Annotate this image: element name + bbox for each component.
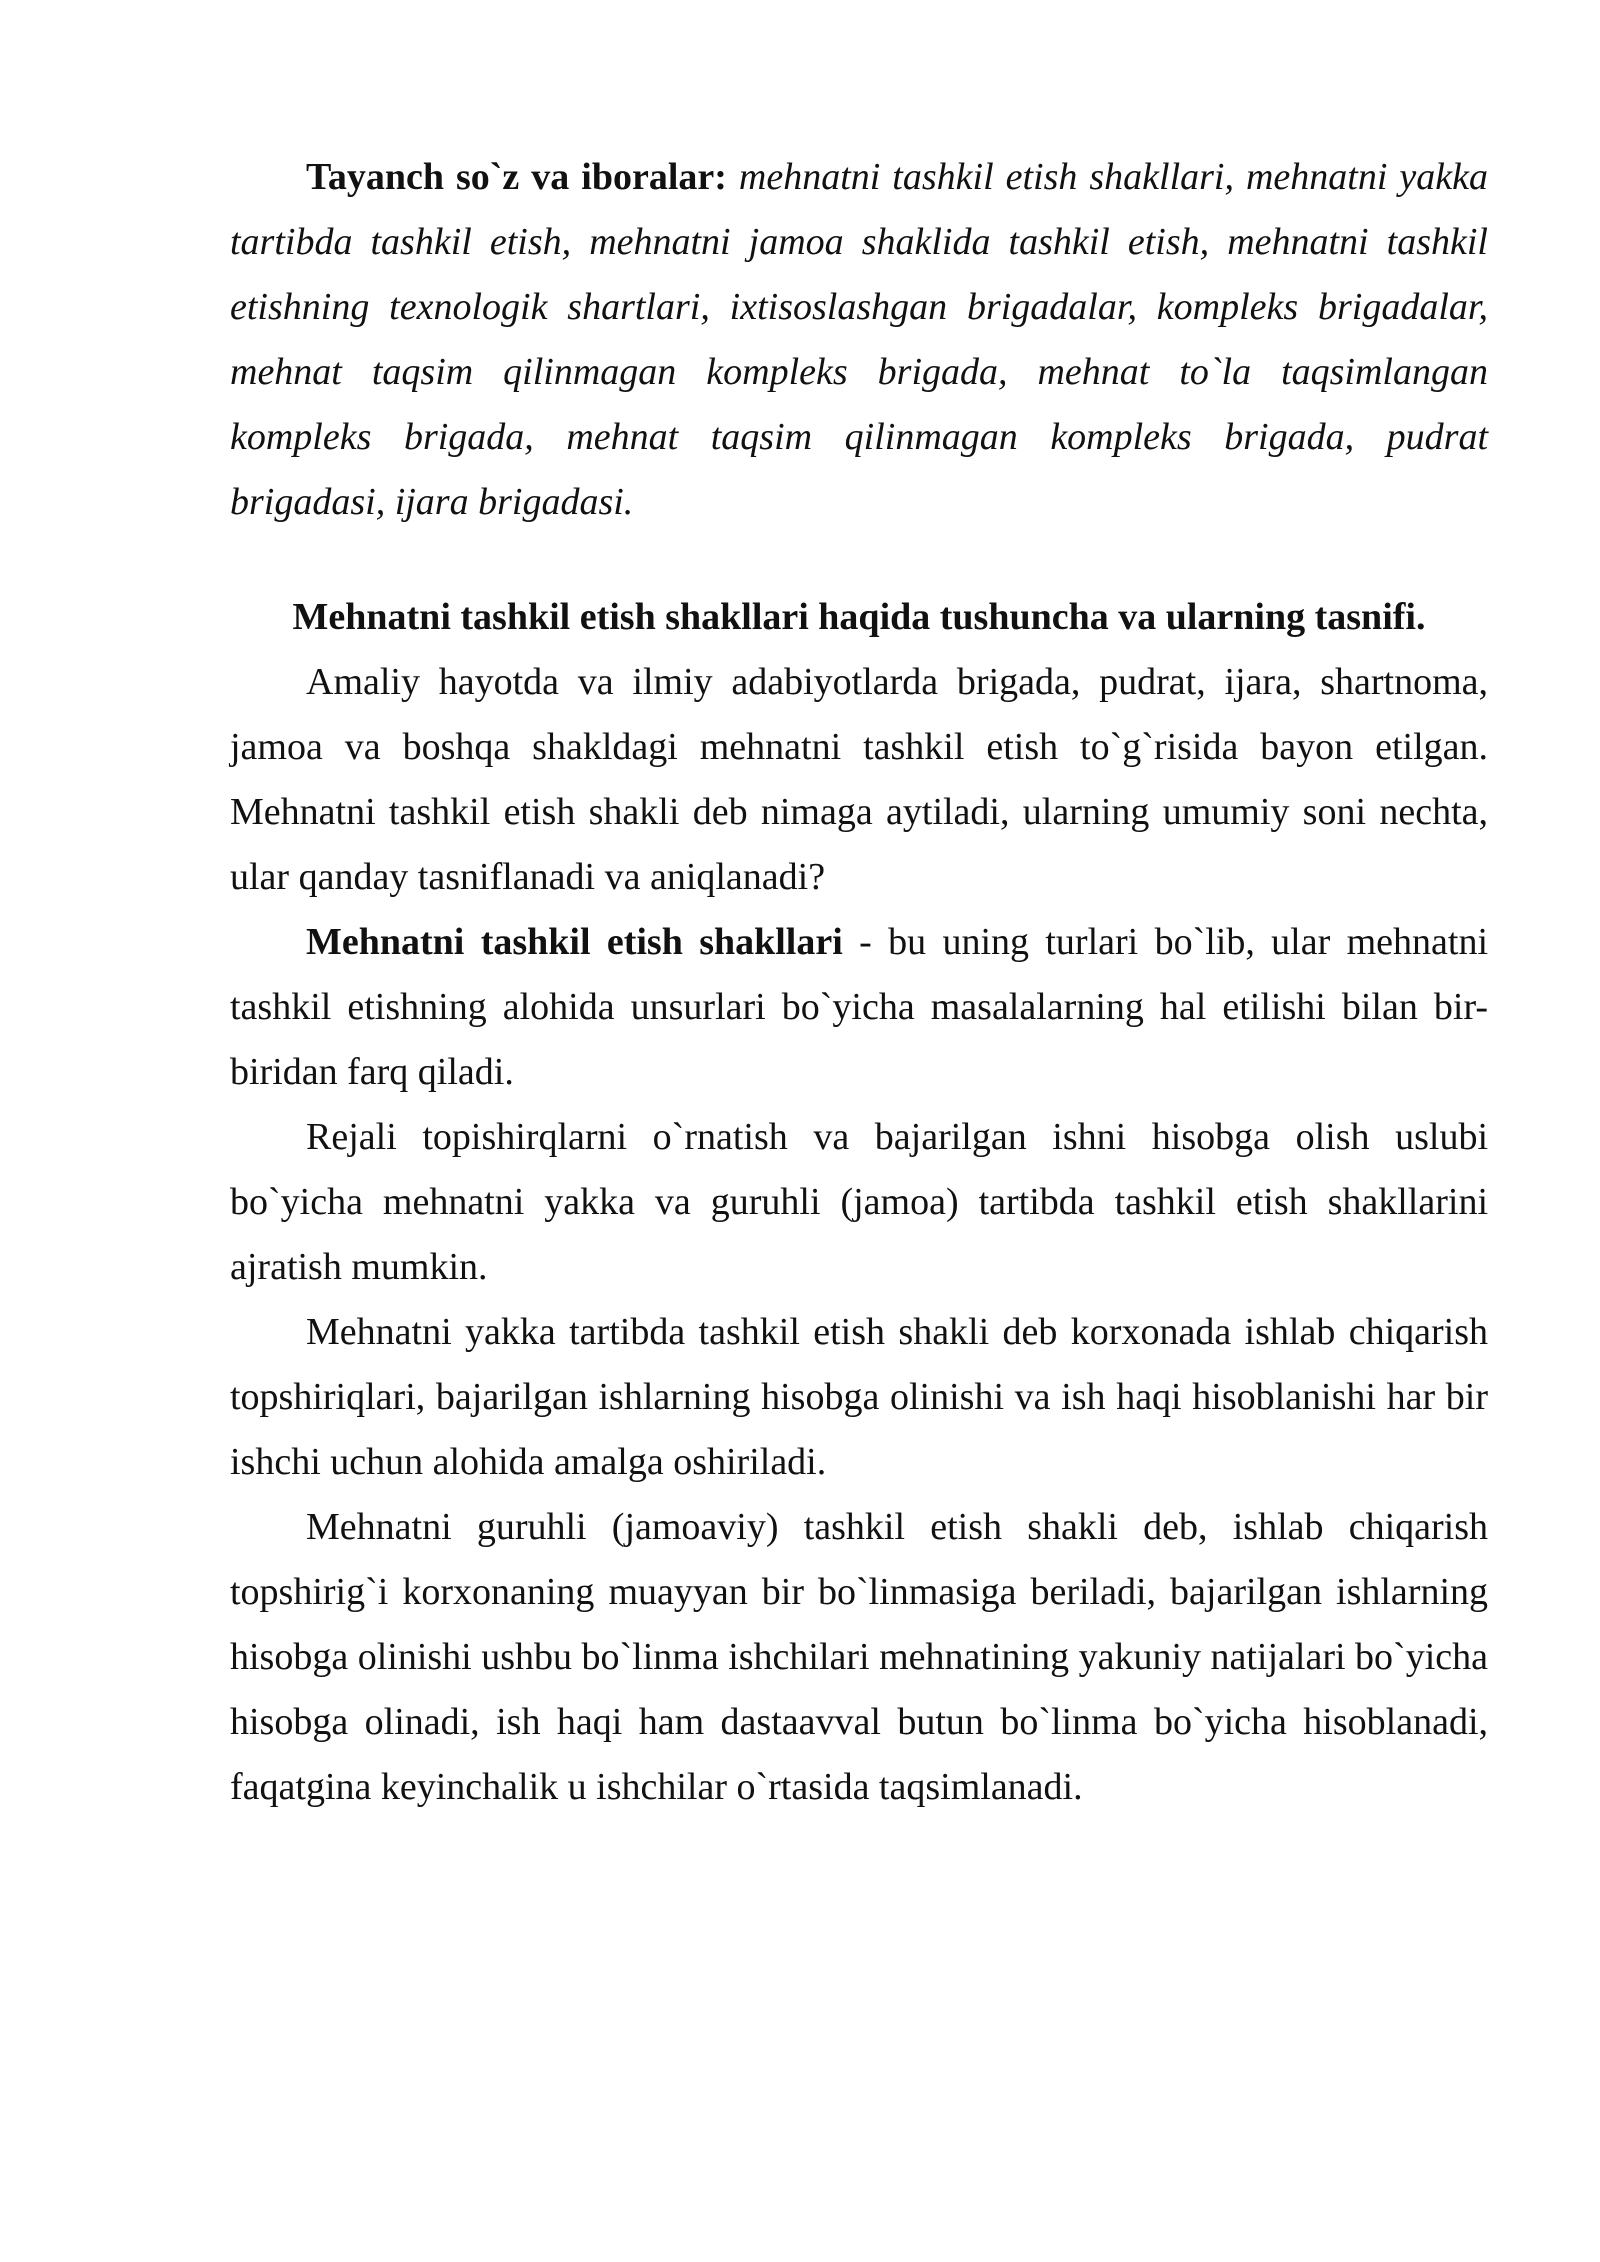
paragraph-3: Rejali topishirqlarni o`rnatish va bajarilgan ishni hisobga olish uslubi bo`yicha mehnatni yakka va guruhli (jamoa) tartibda tashkil etish shakllarini ajratish mumkin.	[230, 1116, 1488, 1288]
keywords-paragraph	[230, 145, 1488, 535]
document-body	[230, 145, 1488, 1820]
paragraph-5: Mehnatni guruhli (jamoaviy) tashkil etish shakli deb, ishlab chiqarish topshirig`i korxonaning muayyan bir bo`linmasiga beriladi, bajarilgan ishlarning hisobga olinishi ushbu bo`linma ishchilari mehnatining yakuniy natijalari bo`yicha hisobga olinadi, ish haqi ham dastaavval butun bo`linma bo`yicha hisoblanadi, faqatgina keyinchalik u ishchilar o`rtasida taqsimlanadi.	[230, 1506, 1488, 1808]
keywords-label: Tayanch so`z va iboralar:	[306, 156, 727, 198]
paragraph-4: Mehnatni yakka tartibda tashkil etish shakli deb korxonada ishlab chiqarish topshiriqlari, bajarilgan ishlarning hisobga olinishi va ish haqi hisoblanishi har bir ishchi uchun alohida amalga oshiriladi.	[230, 1311, 1488, 1483]
keywords-text: mehnatni tashkil etish shakllari, mehnatni yakka tartibda tashkil etish, mehnatni jamoa shaklida tashkil etish, mehnatni tashkil etishning texnologik shartlari, ixtisoslashgan brigadalar, kompleks brigadalar, mehnat taqsim qilinmagan kompleks brigada, mehnat to`la taqsimlangan kompleks brigada, mehnat taqsim qilinmagan kompleks brigada, pudrat brigadasi, ijara brigadasi.	[230, 156, 1488, 523]
paragraph-1: Amaliy hayotda va ilmiy adabiyotlarda brigada, pudrat, ijara, shartnoma, jamoa va boshqa shakldagi mehnatni tashkil etish to`g`risida bayon etilgan. Mehnatni tashkil etish shakli deb nimaga aytiladi, ularning umumiy soni nechta, ular qanday tasniflanadi va aniqlanadi?	[230, 661, 1488, 898]
term-definition: Mehnatni tashkil etish shakllari	[306, 921, 843, 963]
section-title: Mehnatni tashkil etish shakllari haqida tushuncha va ularning tasnifi.	[292, 596, 1426, 638]
paragraph-2-text: - bu uning turlari bo`lib, ular mehnatni tashkil etishning alohida unsurlari bo`yicha masalalarning hal etilishi bilan bir-biridan farq qiladi.	[230, 921, 1489, 1093]
paragraph-2	[230, 910, 1488, 1105]
